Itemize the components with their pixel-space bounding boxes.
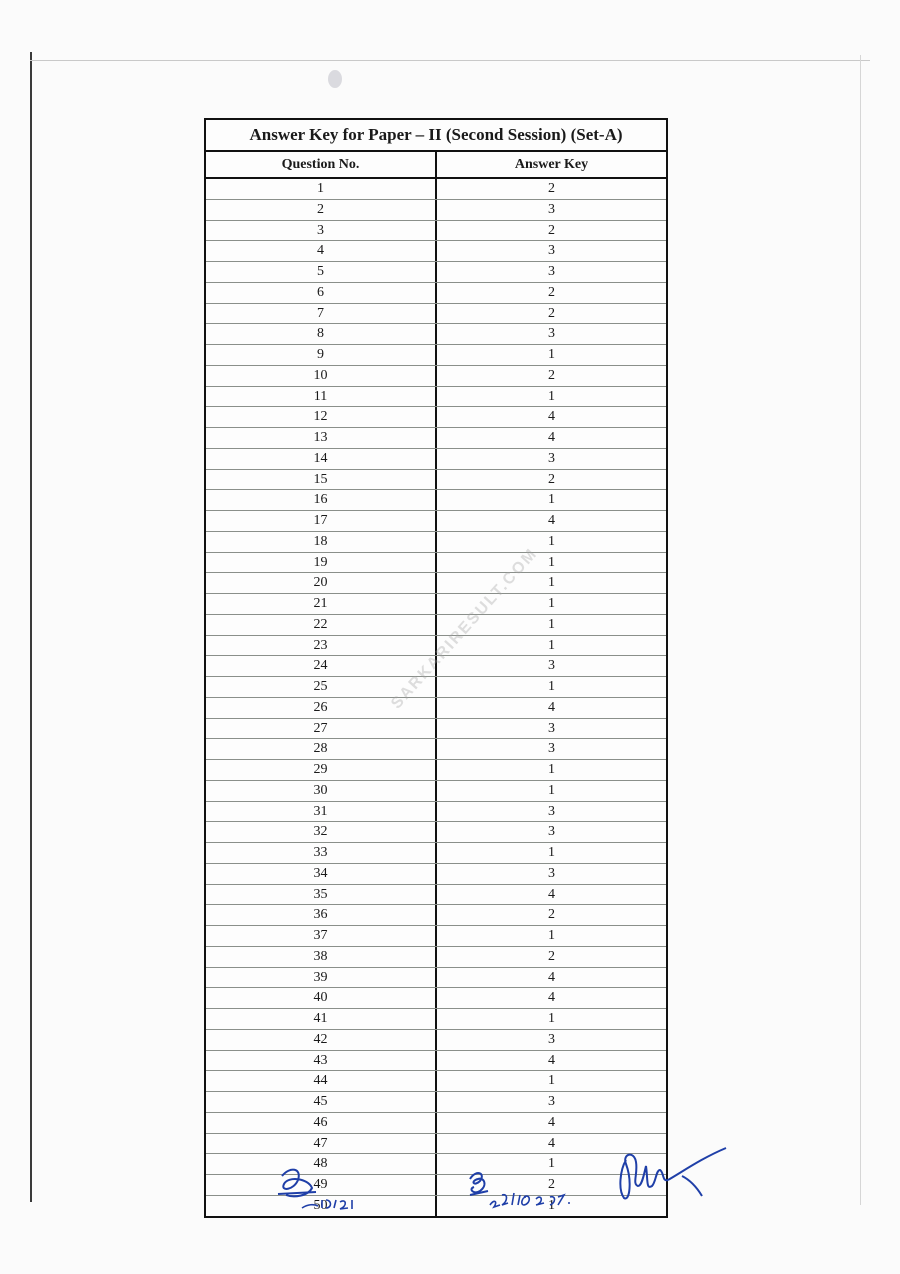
table-row — [206, 532, 666, 553]
answer-key-cell: 3 — [548, 824, 555, 840]
question-number-cell: 31 — [206, 802, 437, 822]
answer-key-cell: 3 — [548, 326, 555, 342]
answer-key-cell: 1 — [548, 596, 555, 611]
answer-key-cell: 1 — [548, 762, 555, 777]
question-number-cell: 22 — [206, 615, 437, 635]
answer-key-cell: 4 — [548, 969, 555, 985]
answer-key-cell: 3 — [548, 201, 555, 217]
table-row — [206, 490, 666, 511]
question-number-cell: 30 — [206, 781, 437, 801]
question-number-cell: 24 — [206, 656, 437, 676]
answer-key-cell: 3 — [548, 1031, 555, 1047]
question-number-cell: 15 — [206, 470, 437, 490]
answer-key-cell: 1 — [548, 637, 555, 653]
question-number-cell: 16 — [206, 490, 437, 510]
table-row — [206, 1030, 666, 1051]
question-number-cell: 4 — [206, 241, 437, 261]
table-row — [206, 739, 666, 760]
table-row — [206, 781, 666, 802]
signature-3 — [612, 1140, 732, 1205]
table-row — [206, 885, 666, 906]
answer-key-cell: 1 — [548, 679, 555, 694]
watermark: SARKARIRESULT.COM — [388, 545, 542, 713]
answer-key-cell: 1 — [548, 1156, 555, 1172]
table-title: Answer Key for Paper – II (Second Session) (Set-A) — [206, 120, 666, 152]
answer-key-cell: 1 — [548, 1011, 555, 1026]
question-number-cell: 33 — [206, 843, 437, 863]
table-row — [206, 511, 666, 532]
table-row — [206, 283, 666, 304]
question-number-cell: 48 — [206, 1154, 437, 1174]
answer-key-table — [204, 118, 668, 1218]
table-row — [206, 407, 666, 428]
answer-key-cell: 3 — [548, 1094, 555, 1109]
question-number-cell: 9 — [206, 345, 437, 365]
question-number-cell: 39 — [206, 968, 437, 988]
table-row — [206, 1092, 666, 1113]
table-header — [206, 152, 666, 179]
answer-key-cell: 4 — [548, 409, 555, 425]
question-number-cell: 7 — [206, 304, 437, 324]
table-row — [206, 843, 666, 864]
answer-key-cell: 3 — [548, 803, 555, 819]
table-row — [206, 905, 666, 926]
table-row — [206, 262, 666, 283]
answer-key-cell: 2 — [548, 367, 555, 383]
answer-key-cell: 4 — [548, 1052, 555, 1068]
answer-key-cell: 1 — [548, 928, 555, 943]
answer-key-cell: 2 — [548, 222, 555, 238]
header-question-no: Question No. — [206, 152, 437, 177]
table-row — [206, 428, 666, 449]
table-row — [206, 1134, 666, 1155]
table-row — [206, 324, 666, 345]
answer-key-cell: 3 — [548, 741, 555, 757]
answer-key-cell: 1 — [548, 1073, 555, 1089]
table-row — [206, 200, 666, 221]
answer-key-cell: 2 — [548, 1177, 555, 1192]
answer-key-cell: 1 — [548, 347, 555, 362]
scan-smudge — [328, 70, 342, 88]
question-number-cell: 14 — [206, 449, 437, 469]
page-left-edge — [30, 52, 32, 1202]
answer-key-cell: 4 — [548, 1135, 555, 1151]
answer-key-cell: 3 — [548, 865, 555, 881]
question-number-cell: 11 — [206, 387, 437, 407]
table-row — [206, 1009, 666, 1030]
answer-key-cell: 4 — [548, 430, 555, 445]
table-row — [206, 926, 666, 947]
table-body — [206, 179, 666, 1216]
question-number-cell: 35 — [206, 885, 437, 905]
question-number-cell: 44 — [206, 1071, 437, 1091]
table-row — [206, 470, 666, 491]
table-row — [206, 677, 666, 698]
question-number-cell: 19 — [206, 553, 437, 573]
question-number-cell: 20 — [206, 573, 437, 593]
answer-key-cell: 1 — [548, 845, 555, 860]
question-number-cell: 43 — [206, 1051, 437, 1071]
table-row — [206, 822, 666, 843]
page-right-edge — [860, 55, 861, 1205]
answer-key-cell: 2 — [548, 471, 555, 487]
question-number-cell: 1 — [206, 179, 437, 199]
question-number-cell: 17 — [206, 511, 437, 531]
table-row — [206, 1051, 666, 1072]
table-row — [206, 656, 666, 677]
table-row — [206, 387, 666, 408]
question-number-cell: 36 — [206, 905, 437, 925]
answer-key-cell: 1 — [548, 492, 555, 508]
table-row — [206, 573, 666, 594]
table-row — [206, 366, 666, 387]
question-number-cell: 12 — [206, 407, 437, 427]
answer-key-cell: 3 — [548, 720, 555, 736]
answer-key-cell: 2 — [548, 181, 555, 196]
question-number-cell: 10 — [206, 366, 437, 386]
question-number-cell: 40 — [206, 988, 437, 1008]
question-number-cell: 23 — [206, 636, 437, 656]
question-number-cell: 2 — [206, 200, 437, 220]
table-row — [206, 988, 666, 1009]
question-number-cell: 45 — [206, 1092, 437, 1112]
question-number-cell: 18 — [206, 532, 437, 552]
question-number-cell: 29 — [206, 760, 437, 780]
answer-key-cell: 2 — [548, 948, 555, 964]
answer-key-cell: 1 — [548, 616, 555, 632]
answer-key-cell: 1 — [548, 554, 555, 570]
table-row — [206, 345, 666, 366]
question-number-cell: 47 — [206, 1134, 437, 1154]
table-row — [206, 304, 666, 325]
answer-key-cell: 1 — [548, 388, 555, 404]
table-row — [206, 719, 666, 740]
question-number-cell: 25 — [206, 677, 437, 697]
table-row — [206, 1071, 666, 1092]
table-row — [206, 802, 666, 823]
question-number-cell: 41 — [206, 1009, 437, 1029]
answer-key-cell: 3 — [548, 658, 555, 674]
answer-key-cell: 4 — [548, 699, 555, 715]
answer-key-cell: 4 — [548, 513, 555, 528]
question-number-cell: 38 — [206, 947, 437, 967]
table-row — [206, 449, 666, 470]
table-row — [206, 760, 666, 781]
question-number-cell: 28 — [206, 739, 437, 759]
table-row — [206, 636, 666, 657]
page-top-edge — [30, 60, 870, 61]
question-number-cell: 6 — [206, 283, 437, 303]
answer-key-cell: 1 — [548, 782, 555, 798]
table-row — [206, 179, 666, 200]
answer-key-cell: 4 — [548, 886, 555, 902]
table-row — [206, 698, 666, 719]
table-row — [206, 864, 666, 885]
question-number-cell: 13 — [206, 428, 437, 448]
header-answer-key: Answer Key — [514, 157, 589, 172]
answer-key-cell: 3 — [548, 264, 555, 279]
question-number-cell: 34 — [206, 864, 437, 884]
answer-key-cell: 4 — [548, 1114, 555, 1130]
question-number-cell: 37 — [206, 926, 437, 946]
question-number-cell: 49 — [206, 1175, 437, 1195]
answer-key-cell: 4 — [548, 990, 555, 1006]
answer-key-cell: 3 — [548, 450, 555, 466]
table-row — [206, 553, 666, 574]
table-row — [206, 615, 666, 636]
table-row — [206, 241, 666, 262]
signature-1 — [268, 1162, 368, 1212]
question-number-cell: 21 — [206, 594, 437, 614]
table-row — [206, 1113, 666, 1134]
answer-key-cell: 2 — [548, 284, 555, 300]
question-number-cell: 8 — [206, 324, 437, 344]
question-number-cell: 46 — [206, 1113, 437, 1133]
signature-2 — [462, 1165, 582, 1210]
table-row — [206, 221, 666, 242]
table-row — [206, 968, 666, 989]
answer-key-cell: 1 — [548, 575, 555, 591]
question-number-cell: 32 — [206, 822, 437, 842]
question-number-cell: 3 — [206, 221, 437, 241]
answer-key-cell: 1 — [548, 1197, 555, 1213]
question-number-cell: 42 — [206, 1030, 437, 1050]
question-number-cell: 27 — [206, 719, 437, 739]
answer-key-cell: 2 — [548, 305, 555, 321]
answer-key-cell: 1 — [548, 533, 555, 549]
question-number-cell: 26 — [206, 698, 437, 718]
question-number-cell: 5 — [206, 262, 437, 282]
answer-key-cell: 2 — [548, 907, 555, 923]
answer-key-cell: 3 — [548, 243, 555, 259]
table-row — [206, 947, 666, 968]
question-number-cell: 50 — [206, 1196, 437, 1216]
table-row — [206, 594, 666, 615]
